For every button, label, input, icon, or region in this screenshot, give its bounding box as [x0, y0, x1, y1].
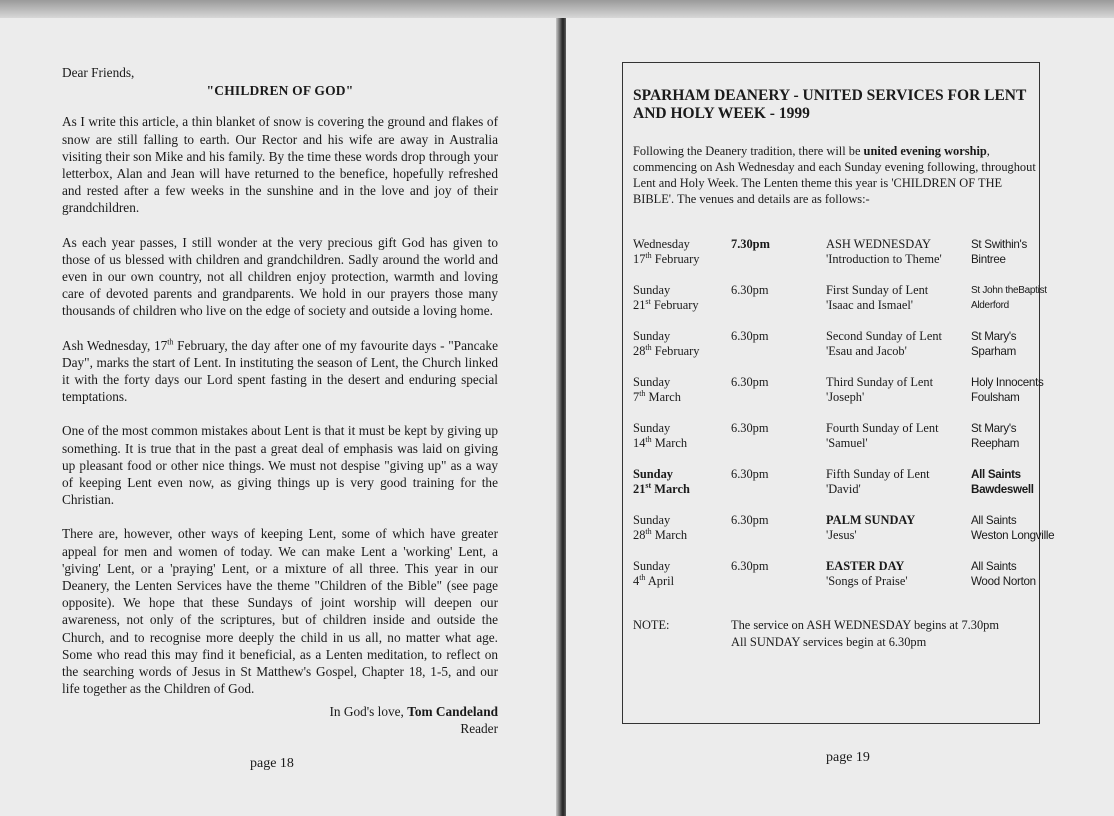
service-theme: 'Joseph' — [826, 390, 865, 404]
service-theme: 'David' — [826, 482, 861, 496]
service-time: 7.30pm — [731, 237, 770, 251]
services-intro — [633, 143, 1038, 207]
service-detail — [826, 559, 966, 589]
service-name: Fifth Sunday of Lent — [826, 467, 930, 481]
note-line-1: The service on ASH WEDNESDAY begins at 7.30pm — [731, 618, 999, 632]
service-venue — [971, 329, 1071, 359]
intro-after: , commencing on Ash Wednesday and each Sunday evening following, throughout Lent and Holy Week. The Lenten theme this year is 'CHILDREN OF THE BIBLE'. The venues and details are as follows:- — [633, 144, 1036, 206]
service-row — [633, 375, 1063, 421]
service-row — [633, 467, 1063, 513]
venue-village: Bawdeswell — [971, 483, 1034, 496]
paragraph-5: There are, however, other ways of keeping Lent, some of which have greater appeal for men and women of today. We can make Lent a 'working' Lent, a 'giving' Lent, or a 'praying' Lent, or a mixture of all three. This year in our Deanery, the Lenten Services have the theme "Children of the Bible" (see page opposite). We hope that these Sundays of joint worship will deepen our awareness, not only of the scriptures, but of children inside and outside the Church, and to recognise more deeply the child in us all, no matter what age. Some who read this may find it beneficial, as a Lenten meditation, to reflect on the searching words of Jesus in St Matthew's Gospel, Chapter 18, 1-5, and our life together as the Children of God. — [62, 526, 498, 697]
venue-village: Alderford — [971, 300, 1009, 311]
service-date-num: 28 — [633, 528, 646, 542]
signoff-prefix: In God's love, — [329, 703, 404, 719]
service-theme: 'Songs of Praise' — [826, 574, 908, 588]
service-row — [633, 421, 1063, 467]
service-row — [633, 513, 1063, 559]
venue-church: St Swithin's — [971, 238, 1027, 251]
venue-church: All Saints — [971, 468, 1021, 481]
service-date-num: 17 — [633, 252, 646, 266]
service-row — [633, 559, 1063, 605]
service-date — [633, 467, 723, 497]
note-label: NOTE: — [633, 618, 670, 632]
service-date-num: 7 — [633, 390, 640, 404]
service-date-month: April — [647, 574, 675, 588]
page-number-left: page 18 — [250, 756, 294, 771]
service-date-sup: th — [645, 526, 652, 536]
note-line-2: All SUNDAY services begin at 6.30pm — [731, 635, 927, 649]
booklet-spread — [0, 18, 1114, 816]
service-date-sup: th — [645, 342, 652, 352]
services-title: SPARHAM DEANERY - UNITED SERVICES FOR LENT AND HOLY WEEK - 1999 — [633, 87, 1027, 122]
service-time: 6.30pm — [731, 283, 769, 297]
service-row — [633, 329, 1063, 375]
article-title: "CHILDREN OF GOD" — [206, 83, 354, 99]
note-text — [731, 617, 1051, 651]
service-theme: 'Samuel' — [826, 436, 868, 450]
service-date-month: February — [654, 252, 700, 266]
service-date-month: March — [648, 390, 681, 404]
venue-village: Wood Norton — [971, 575, 1036, 588]
venue-church: St Mary's — [971, 330, 1017, 343]
paragraph-2: As each year passes, I still wonder at the very precious gift God has given to those of us blessed with children and grandchildren. Sadly around the world and even in our own country, not all children enjoy protection, warmth and loving care of devoted parents and grandparents. We hold in our prayers those many thousands of children who live on the edge of society and outside a loving home. — [62, 234, 498, 319]
salutation: Dear Friends, — [62, 65, 135, 80]
service-name: EASTER DAY — [826, 559, 905, 573]
service-detail — [826, 513, 966, 543]
service-name: ASH WEDNESDAY — [826, 237, 931, 251]
service-detail — [826, 283, 966, 313]
service-detail — [826, 237, 966, 267]
service-time: 6.30pm — [731, 467, 769, 481]
service-venue — [971, 237, 1071, 267]
service-date-num: 21 — [633, 482, 646, 496]
service-date — [633, 329, 723, 359]
service-date-month: March — [654, 436, 688, 450]
service-date-sup: th — [639, 388, 646, 398]
service-detail — [826, 467, 966, 497]
service-theme: 'Esau and Jacob' — [826, 344, 907, 358]
service-day: Sunday — [633, 283, 671, 297]
service-date-num: 14 — [633, 436, 646, 450]
service-date-num: 21 — [633, 298, 646, 312]
service-venue — [971, 513, 1071, 543]
service-date — [633, 559, 723, 589]
venue-village: Sparham — [971, 345, 1016, 358]
intro-before: Following the Deanery tradition, there will be — [633, 144, 864, 158]
service-date — [633, 513, 723, 543]
venue-church: All Saints — [971, 560, 1017, 573]
signoff — [62, 703, 498, 737]
service-name: First Sunday of Lent — [826, 283, 929, 297]
service-date-sup: st — [645, 296, 651, 306]
service-time: 6.30pm — [731, 375, 769, 389]
service-date-month: March — [654, 482, 690, 496]
services-box — [622, 62, 1055, 724]
service-date-sup: st — [645, 480, 652, 490]
service-name: Third Sunday of Lent — [826, 375, 934, 389]
service-date-num: 4 — [633, 574, 640, 588]
service-detail — [826, 375, 966, 405]
service-venue — [971, 421, 1071, 451]
service-row — [633, 237, 1063, 283]
service-date-month: March — [654, 528, 688, 542]
service-detail — [826, 421, 966, 451]
service-day: Wednesday — [633, 237, 690, 251]
service-row — [633, 283, 1063, 329]
scan-top-edge — [0, 0, 1114, 18]
service-venue — [971, 467, 1071, 497]
venue-village: Weston Longville — [971, 529, 1055, 542]
paragraph-1: As I write this article, a thin blanket of snow is covering the ground and flakes of snow are still falling to earth. Our Rector and his wife are away in Australia visiting their son Mike and his family. By the time these words drop through your letterbox, Alan and Jean will have returned to the benefice, hopefully refreshed and rested after a few weeks in the sunshine and in the love and joy of their grandchildren. — [62, 114, 498, 216]
page-number-right: page 19 — [826, 750, 870, 765]
venue-church: St John theBaptist — [971, 285, 1047, 296]
service-time: 6.30pm — [731, 421, 769, 435]
service-date-month: February — [654, 344, 700, 358]
service-time: 6.30pm — [731, 329, 769, 343]
venue-church: St Mary's — [971, 422, 1017, 435]
service-date-num: 28 — [633, 344, 646, 358]
service-venue — [971, 283, 1071, 313]
paragraph-3: Ash Wednesday, 17th February, the day after one of my favourite days - "Pancake Day", marks the start of Lent. In instituting the season of Lent, the Church linked it with the forty days our Lord spent fasting in the desert and enduring special temptations. — [62, 337, 498, 405]
service-date-sup: th — [639, 572, 646, 582]
venue-village: Bintree — [971, 253, 1006, 266]
service-date-sup: th — [645, 250, 652, 260]
service-day: Sunday — [633, 513, 671, 527]
letter-column — [62, 64, 498, 737]
venue-village: Reepham — [971, 437, 1020, 450]
service-venue — [971, 375, 1071, 405]
service-day: Sunday — [633, 329, 671, 343]
service-detail — [826, 329, 966, 359]
service-date — [633, 237, 723, 267]
venue-church: All Saints — [971, 514, 1017, 527]
service-day: Sunday — [633, 421, 671, 435]
service-name: Second Sunday of Lent — [826, 329, 942, 343]
signoff-role: Reader — [460, 720, 498, 736]
paragraph-4: One of the most common mistakes about Lent is that it must be kept by giving up something. It is true that in the past a great deal of emphasis was laid on giving up pleasant food or other nice things. We must not despise "giving up" as a way of keeping Lent even now, as giving things up is very good training for the Christian. — [62, 423, 498, 508]
service-name: Fourth Sunday of Lent — [826, 421, 939, 435]
service-date — [633, 375, 723, 405]
service-date-sup: th — [645, 434, 652, 444]
service-day: Sunday — [633, 467, 673, 481]
signoff-name: Tom Candeland — [407, 703, 498, 719]
service-date — [633, 283, 723, 313]
venue-church: Holy Innocents — [971, 376, 1044, 389]
service-time: 6.30pm — [731, 513, 769, 527]
service-theme: 'Isaac and Ismael' — [826, 298, 914, 312]
service-date-month: February — [653, 298, 699, 312]
service-venue — [971, 559, 1071, 589]
intro-bold: united evening worship — [863, 144, 987, 158]
service-time: 6.30pm — [731, 559, 769, 573]
venue-village: Foulsham — [971, 391, 1020, 404]
service-name: PALM SUNDAY — [826, 513, 916, 527]
service-theme: 'Jesus' — [826, 528, 857, 542]
service-theme: 'Introduction to Theme' — [826, 252, 942, 266]
services-table — [633, 237, 1063, 605]
page-left — [0, 18, 560, 816]
page-right — [566, 18, 1114, 816]
service-day: Sunday — [633, 375, 671, 389]
service-date — [633, 421, 723, 451]
service-day: Sunday — [633, 559, 671, 573]
